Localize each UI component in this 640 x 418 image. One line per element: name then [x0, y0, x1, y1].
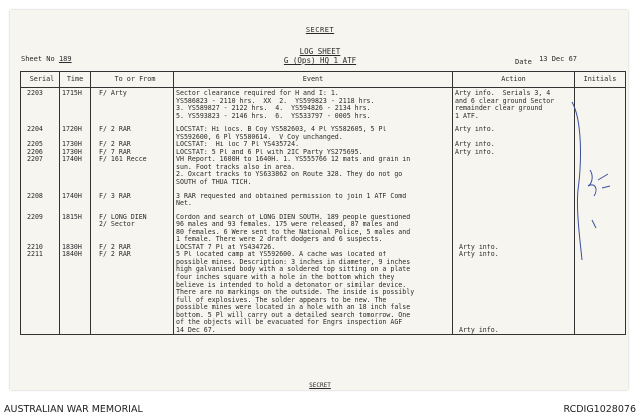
classification-top: SECRET [305, 26, 335, 34]
cell-event: 5 Pl located camp at YS592600. A cache was located of possible mines. Description: 3 inches in diameter, 9 inches high galvanised body with a soldered top sitting on a plate four inches square with a hole in the bottom which they believe is intended to hold a detonator or similar device. There are no markings on the outside. The inside is possibly full of explosives. The solder appears to be new. The possible mines were located in a hole with an 18 inch false bottom. 5 Pl will carry out a detailed search tomorrow. One of the objects will be evacuated for Engrs inspection AGF 14 Dec 67. [174, 251, 453, 335]
archive-footer [0, 398, 640, 418]
table-row [21, 156, 626, 192]
cell-action: Arty info. Serials 3, 4 and 6 clear ground Sector remainder clear ground 1 ATF. [453, 88, 575, 127]
table-row [21, 149, 626, 157]
cell-time: 1840H [60, 251, 91, 335]
cell-to-from: F/ LONG DIEN 2/ Sector [91, 214, 174, 244]
date-label: Date [515, 58, 532, 66]
cell-action [453, 214, 575, 244]
cell-serial: 2206 [21, 149, 60, 157]
cell-serial: 2211 [21, 251, 60, 335]
cell-serial: 2208 [21, 193, 60, 214]
table-row [21, 141, 626, 149]
cell-action: Arty info. [453, 149, 575, 157]
table-row [21, 193, 626, 214]
cell-to-from: F/ Arty [91, 88, 174, 127]
header-action: Action [453, 72, 575, 88]
cell-action [453, 156, 575, 192]
log-table-body [21, 88, 626, 335]
sheet-number-label: Sheet No [21, 55, 55, 63]
archive-reference: RCDIG1028076 [563, 404, 636, 415]
header-to-from: To or From [91, 72, 174, 88]
header-serial: Serial [21, 72, 60, 88]
cell-time: 1730H [60, 149, 91, 157]
cell-to-from: F/ 2 RAR [91, 141, 174, 149]
cell-time: 1715H [60, 88, 91, 127]
cell-event: Sector clearance required for H and I: 1. YS586823 - 2110 hrs. XX 2. YS599823 - 2118 hrs. 3. YS589827 - 2122 hrs. 4. YS594826 - 2134 hrs. 5. YS593823 - 2146 hrs. 6. YS533797 - 0005 hrs. [174, 88, 453, 127]
cell-to-from: F/ 2 RAR [91, 126, 174, 141]
cell-to-from: F/ 7 RAR [91, 149, 174, 157]
cell-time: 1740H [60, 156, 91, 192]
cell-serial: 2205 [21, 141, 60, 149]
cell-event: LOCSTAT 7 Pl at YS434726. [174, 244, 453, 252]
cell-time: 1740H [60, 193, 91, 214]
cell-serial: 2204 [21, 126, 60, 141]
sheet-number [21, 55, 72, 63]
table-row [21, 126, 626, 141]
cell-event: VH Report. 1600H to 1640H. 1. YS555766 12 mats and grain in sun. Foot tracks also in area. 2. Oxcart tracks to YS633862 on Route 328. They do not go SOUTH of THUA TICH. [174, 156, 453, 192]
header-time: Time [60, 72, 91, 88]
classification-bottom: SECRET [309, 382, 331, 389]
cell-event: LOCSTAT: 5 Pl and 6 Pl with 2IC Party YS275695. [174, 149, 453, 157]
cell-to-from: F/ 2 RAR [91, 251, 174, 335]
cell-to-from: F/ 2 RAR [91, 244, 174, 252]
log-title-line2: G (Ops) HQ 1 ATF [283, 56, 357, 65]
date-field [515, 55, 578, 66]
log-table [20, 71, 626, 335]
cell-action: Arty info. [453, 126, 575, 141]
table-row [21, 88, 626, 127]
log-title-line1: LOG SHEET [299, 47, 341, 56]
cell-action [453, 193, 575, 214]
cell-serial: 2210 [21, 244, 60, 252]
cell-event: 3 RAR requested and obtained permission to join 1 ATF Comd Net. [174, 193, 453, 214]
table-row [21, 214, 626, 244]
cell-action: Arty info. [453, 141, 575, 149]
table-row [21, 251, 626, 335]
handwritten-initials [568, 100, 618, 370]
cell-to-from: F/ 3 RAR [91, 193, 174, 214]
table-row [21, 244, 626, 252]
archive-name: AUSTRALIAN WAR MEMORIAL [4, 404, 143, 415]
table-header-row [21, 72, 626, 88]
header-event: Event [174, 72, 453, 88]
cell-serial: 2207 [21, 156, 60, 192]
cell-serial: 2209 [21, 214, 60, 244]
cell-time: 1830H [60, 244, 91, 252]
cell-action: Arty info. Arty info. [453, 251, 575, 335]
cell-serial: 2203 [21, 88, 60, 127]
cell-time: 1815H [60, 214, 91, 244]
header-initials: Initials [575, 72, 626, 88]
cell-time: 1730H [60, 141, 91, 149]
date-value: 13 Dec 67 [539, 55, 578, 63]
cell-event: LOCSTAT: Hi locs. B Coy YS582603, 4 Pl YS582605, 5 Pl YS592600, 6 Pl YS580614. V Coy unchanged. [174, 126, 453, 141]
cell-time: 1720H [60, 126, 91, 141]
cell-action: Arty info. [453, 244, 575, 252]
sheet-number-value: 189 [58, 55, 72, 63]
cell-event: Cordon and search of LONG DIEN SOUTH. 189 people questioned 96 males and 93 females. 175 were released, 87 males and 80 females. 6 Were sent to the National Police, 5 males and 1 female. There were 2 draft dodgers and 6 suspects. [174, 214, 453, 244]
cell-to-from: F/ 161 Recce [91, 156, 174, 192]
cell-event: LOCSTAT: Hi loc 7 Pl YS435724. [174, 141, 453, 149]
